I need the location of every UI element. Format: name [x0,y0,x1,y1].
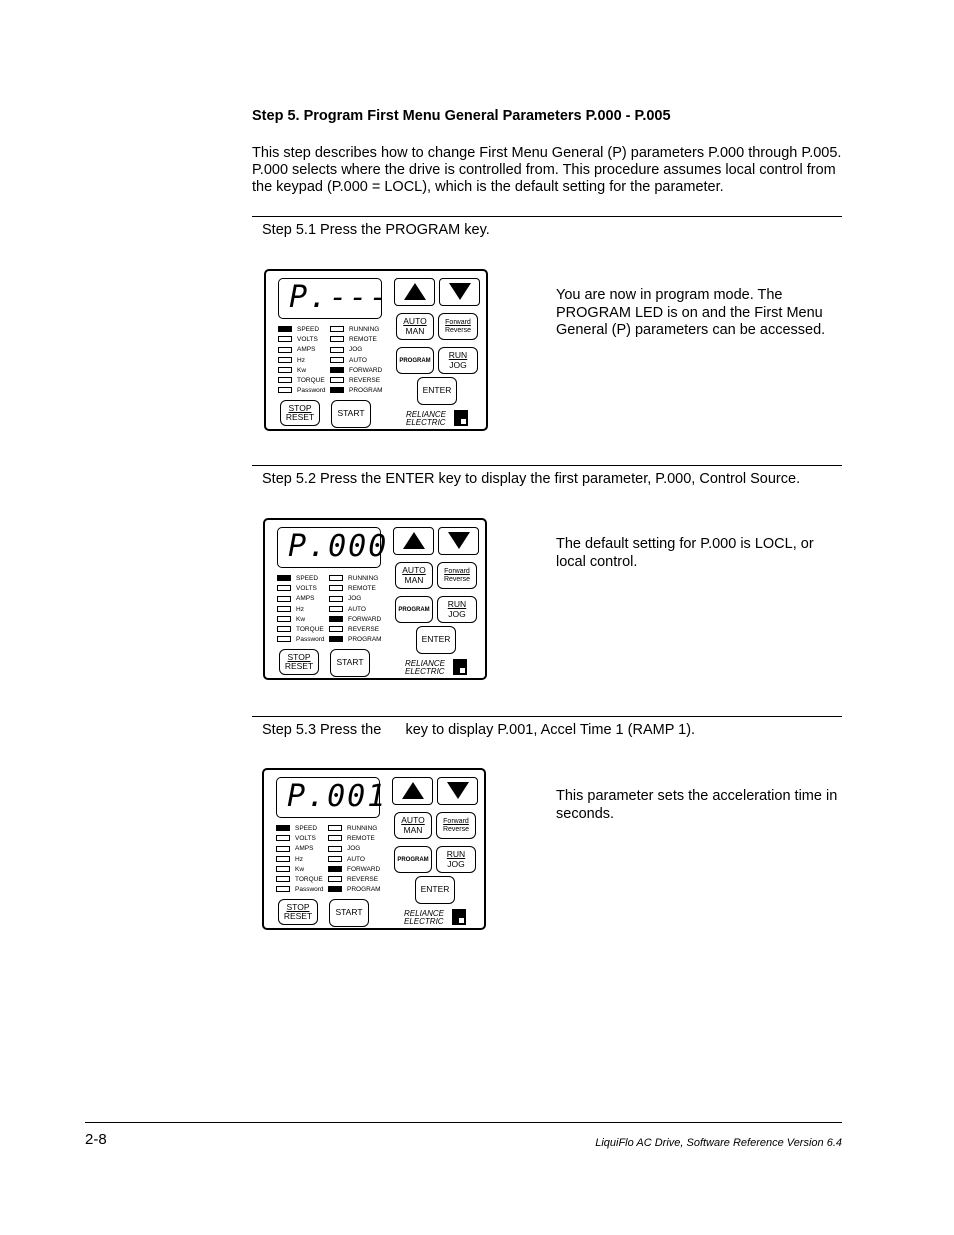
led-indicator [278,386,326,396]
led-label: JOG [349,346,363,354]
enter-key [417,377,457,405]
led-label: AUTO [348,605,366,613]
up-arrow-icon [402,782,424,799]
led-light [329,636,343,642]
led-label: REVERSE [349,376,381,384]
led-label: REMOTE [349,336,377,344]
led-label: RUNNING [347,825,378,832]
led-light [277,626,291,632]
keypad-diagram [263,518,487,680]
run-label: RUN [448,350,468,360]
up-arrow-icon [404,283,426,300]
led-label: Kw [296,615,306,623]
led-indicator [276,844,324,854]
status-led-group [277,574,325,645]
stop-label: STOP [288,402,312,413]
enter-key [416,626,456,654]
led-label: TORQUE [296,625,324,633]
led-label: VOLTS [297,336,318,344]
stop-label: STOP [286,901,310,912]
led-indicator [278,345,326,355]
led-light [276,846,290,852]
forward-reverse-key [438,313,478,340]
led-label: AMPS [297,346,316,354]
jog-label: JOG [449,359,467,370]
start-label: START [335,907,363,918]
led-label: Kw [295,865,305,873]
led-label: AUTO [347,855,365,863]
led-indicator [328,865,381,875]
led-label: FORWARD [348,615,382,623]
led-indicator [330,325,383,335]
up-arrow-key [392,777,433,805]
program-key [395,596,433,623]
led-light [329,585,343,591]
program-label: PROGRAM [397,856,429,863]
led-indicator [329,625,382,635]
led-indicator [328,875,381,885]
man-label: MAN [405,325,425,336]
run-label: RUN [447,599,467,609]
led-light [278,367,292,373]
run-jog-key [438,347,478,374]
led-indicator [276,885,324,895]
reverse-label: Reverse [443,575,471,583]
led-label: TORQUE [297,376,325,384]
jog-label: JOG [447,858,465,869]
led-light [330,336,344,342]
step-instruction: Step 5.1 Press the PROGRAM key. [262,222,490,238]
led-light [278,357,292,363]
led-light [330,377,344,383]
led-indicator [328,855,381,865]
led-label: Hz [295,855,303,863]
forward-reverse-key [436,812,476,839]
led-light [328,846,342,852]
led-label: SPEED [297,326,320,333]
led-label: SPEED [296,575,319,582]
keypad-display: P.000 [277,527,381,568]
led-light [328,886,342,892]
up-arrow-icon [403,532,425,549]
led-indicator [329,605,382,615]
led-label: VOLTS [296,585,317,593]
led-light [276,856,290,862]
led-indicator [278,335,326,345]
forward-label: Forward [443,817,469,825]
led-label: PROGRAM [347,886,381,894]
led-light [278,387,292,393]
reverse-label: Reverse [442,825,470,833]
run-jog-key [437,596,477,623]
led-indicator [329,584,382,594]
down-arrow-icon [449,283,471,300]
led-label: AUTO [349,356,367,364]
forward-reverse-key [437,562,477,589]
run-jog-key [436,846,476,873]
led-indicator [276,875,324,885]
led-light [276,825,290,831]
led-label: FORWARD [347,865,381,873]
man-label: MAN [404,574,424,585]
led-label: Password [296,636,325,644]
reliance-electric-logo [405,660,445,676]
reliance-electric-logo [404,910,444,926]
led-light [276,886,290,892]
enter-key [415,876,455,904]
led-indicator [329,615,382,625]
led-label: RUNNING [349,326,380,333]
logo-text: RELIANCE [406,410,447,419]
led-label: Hz [296,605,304,613]
led-label: REMOTE [348,585,376,593]
led-indicator [277,594,325,604]
status-led-group [278,325,326,396]
led-light [328,856,342,862]
program-label: PROGRAM [399,357,431,364]
led-label: AMPS [296,595,315,603]
led-indicator [330,335,383,345]
page-number: 2-8 [85,1131,107,1148]
enter-label: ENTER [421,634,451,645]
start-key [329,899,369,927]
led-light [277,596,291,602]
reverse-label: Reverse [444,326,472,334]
divider [252,465,842,466]
led-label: Password [297,387,326,395]
keypad-diagram [262,768,486,930]
mode-led-group [329,574,382,645]
auto-man-key [395,562,433,589]
led-light [328,876,342,882]
led-light [277,585,291,591]
reliance-electric-logo [406,411,446,427]
led-label: Password [295,886,324,894]
logo-mark-icon [453,659,467,675]
forward-label: Forward [444,567,470,575]
program-key [396,347,434,374]
stop-label: STOP [287,651,311,662]
program-label: PROGRAM [398,606,430,613]
led-indicator [278,376,326,386]
auto-label: AUTO [401,815,425,825]
program-key [394,846,432,873]
divider [252,216,842,217]
led-light [330,326,344,332]
down-arrow-icon [448,532,470,549]
led-light [328,825,342,831]
up-arrow-key [394,278,435,306]
reset-label: RESET [285,412,315,422]
led-indicator [277,625,325,635]
led-light [329,596,343,602]
led-indicator [330,376,383,386]
led-label: JOG [347,845,361,853]
led-indicator [328,844,381,854]
led-indicator [330,345,383,355]
divider [252,716,842,717]
led-indicator [277,605,325,615]
led-indicator [278,356,326,366]
section-heading: Step 5. Program First Menu General Parameters P.000 - P.005 [252,108,671,124]
led-light [329,626,343,632]
led-light [278,377,292,383]
mode-led-group [328,824,381,895]
auto-label: AUTO [402,565,426,575]
led-label: REVERSE [348,625,380,633]
logo-text: ELECTRIC [406,418,446,427]
reset-label: RESET [284,661,314,671]
led-indicator [328,834,381,844]
led-light [330,357,344,363]
led-light [330,347,344,353]
led-label: JOG [348,595,362,603]
led-light [277,606,291,612]
man-label: MAN [403,824,423,835]
led-indicator [330,386,383,396]
step-note: You are now in program mode. The PROGRAM LED is on and the First Menu General (P) parameters can be accessed. [556,287,826,338]
led-label: SPEED [295,825,318,832]
led-light [329,616,343,622]
led-light [329,575,343,581]
led-label: REVERSE [347,875,379,883]
auto-man-key [394,812,432,839]
step-instruction: Step 5.2 Press the ENTER key to display the first parameter, P.000, Control Source. [262,471,801,487]
led-indicator [277,584,325,594]
stop-reset-key [278,899,318,925]
led-indicator [277,635,325,645]
led-light [278,336,292,342]
logo-text: RELIANCE [404,909,445,918]
led-light [276,876,290,882]
forward-label: Forward [445,318,471,326]
led-light [278,326,292,332]
stop-reset-key [279,649,319,675]
led-light [328,866,342,872]
reset-label: RESET [283,911,313,921]
down-arrow-key [438,527,479,555]
led-indicator [329,594,382,604]
keypad-display: P.001 [276,777,380,818]
led-indicator [330,356,383,366]
logo-text: ELECTRIC [404,917,444,926]
led-label: Kw [297,366,307,374]
led-label: FORWARD [349,366,383,374]
led-label: Hz [297,356,305,364]
logo-text: RELIANCE [405,659,446,668]
down-arrow-key [437,777,478,805]
led-light [277,575,291,581]
led-light [330,367,344,373]
status-led-group [276,824,324,895]
led-label: AMPS [295,845,314,853]
down-arrow-icon [447,782,469,799]
start-label: START [336,657,364,668]
led-indicator [277,615,325,625]
step-note: This parameter sets the acceleration time in seconds. [556,788,838,822]
led-label: REMOTE [347,835,375,843]
led-indicator [328,885,381,895]
mode-led-group [330,325,383,396]
led-label: RUNNING [348,575,379,582]
keypad-diagram [264,269,488,431]
led-label: TORQUE [295,875,323,883]
led-light [277,636,291,642]
stop-reset-key [280,400,320,426]
auto-man-key [396,313,434,340]
step-instruction: Step 5.3 Press the key to display P.001, Accel Time 1 (RAMP 1). [262,722,696,738]
led-light [328,835,342,841]
led-indicator [276,855,324,865]
led-indicator [329,574,382,584]
led-indicator [278,325,326,335]
run-label: RUN [446,849,466,859]
led-light [277,616,291,622]
led-label: PROGRAM [349,387,383,395]
footer-rule [85,1122,842,1123]
led-light [276,835,290,841]
led-indicator [278,366,326,376]
logo-text: ELECTRIC [405,667,445,676]
jog-label: JOG [448,608,466,619]
led-indicator [276,834,324,844]
led-indicator [276,824,324,834]
led-indicator [330,366,383,376]
logo-mark-icon [454,410,468,426]
enter-label: ENTER [420,884,450,895]
auto-label: AUTO [403,316,427,326]
led-indicator [276,865,324,875]
start-key [331,400,371,428]
up-arrow-key [393,527,434,555]
start-key [330,649,370,677]
step-note: The default setting for P.000 is LOCL, or local control. [556,536,814,570]
led-light [329,606,343,612]
led-light [276,866,290,872]
led-indicator [328,824,381,834]
logo-mark-icon [452,909,466,925]
led-light [330,387,344,393]
document-title: LiquiFlo AC Drive, Software Reference Version 6.4 [595,1137,842,1149]
intro-paragraph: This step describes how to change First Menu General (P) parameters P.000 through P.005. P.000 selects where the drive is controlled from. This procedure assumes local control from the keypad (P.000 = LOCL), which is the default setting for the parameter. [252,145,842,195]
led-indicator [329,635,382,645]
keypad-display: P.--- [278,278,382,319]
led-label: VOLTS [295,835,316,843]
led-indicator [277,574,325,584]
enter-label: ENTER [422,385,452,396]
down-arrow-key [439,278,480,306]
led-light [278,347,292,353]
led-label: PROGRAM [348,636,382,644]
start-label: START [337,408,365,419]
